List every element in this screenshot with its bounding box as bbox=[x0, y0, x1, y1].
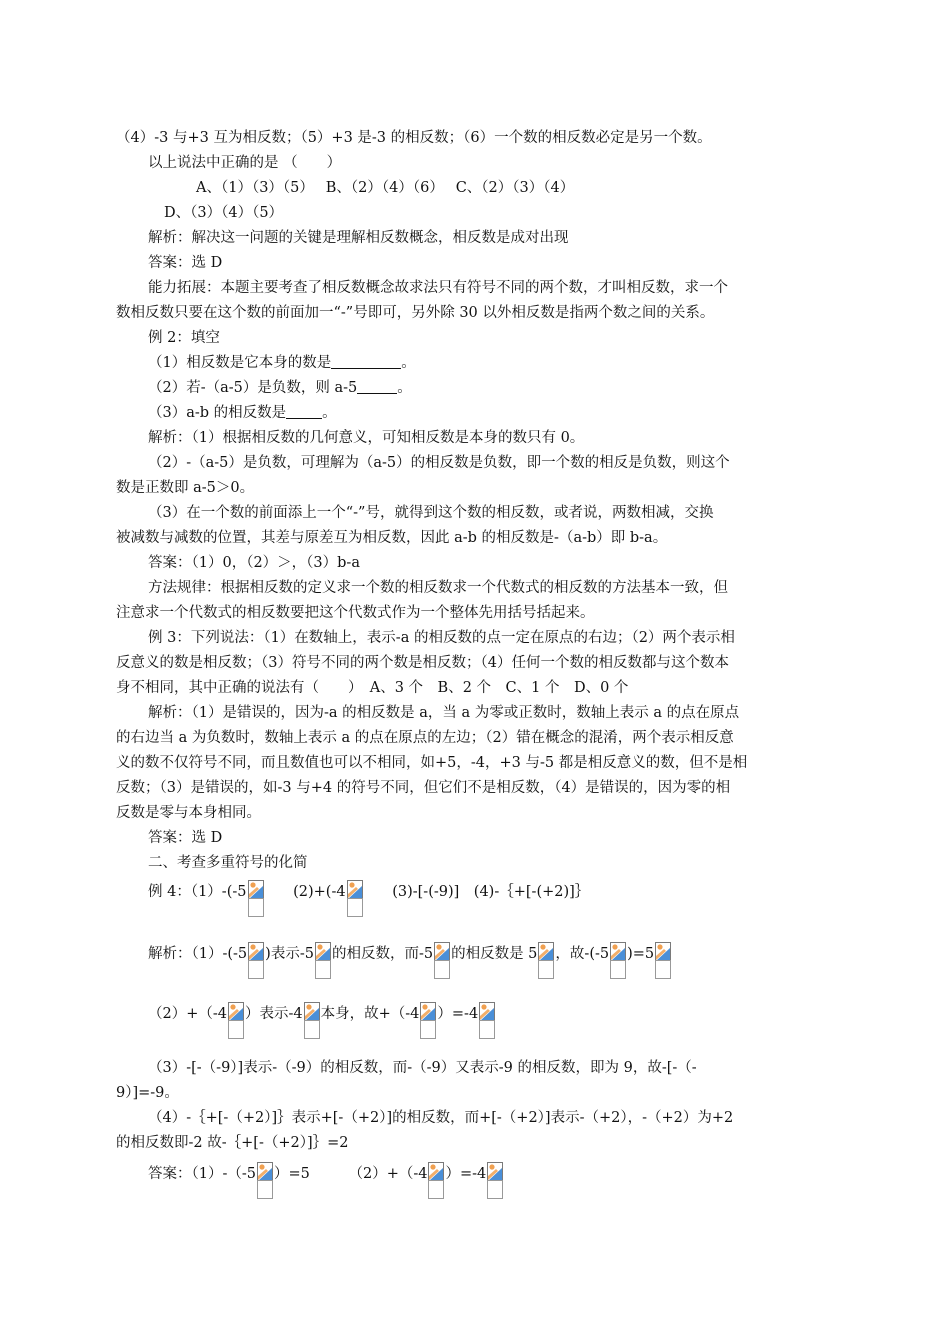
text-line bbox=[148, 403, 337, 423]
text-segment: 。 bbox=[397, 380, 412, 396]
text-line: 被减数与减数的位置，其差与原差互为相反数，因此 a-b 的相反数是-（a-b）即 b-a。 bbox=[116, 530, 668, 546]
text-line bbox=[148, 1162, 504, 1184]
text-segment: (3)-[-(-9)] (4)-｛+[-(+2)]｝ bbox=[392, 884, 590, 900]
broken-image-icon bbox=[257, 1162, 273, 1182]
text-line: 的右边当 a 为负数时，数轴上表示 a 的点在原点的左边；（2）错在概念的混淆，两个表示相反意 bbox=[116, 730, 734, 746]
text-segment: （2）+（-4 bbox=[348, 1166, 428, 1182]
broken-image-icon bbox=[479, 1002, 495, 1022]
text-line: 答案：（1）0，（2）＞，（3）b-a bbox=[148, 555, 360, 571]
text-line: 能力拓展：本题主要考查了相反数概念故求法只有符号不同的两个数，才叫相反数，求一个 bbox=[148, 280, 728, 296]
text-line: 义的数不仅符号不同，而且数值也可以不相同，如+5，-4，+3 与-5 都是相反意义的数，但不是相 bbox=[116, 755, 748, 771]
text-segment: 本身，故+（-4 bbox=[320, 1006, 420, 1022]
text-line bbox=[148, 353, 416, 373]
broken-image-icon bbox=[434, 942, 450, 962]
text-line: 反数；（3）是错误的，如-3 与+4 的符号不同，但它们不是相反数，（4）是错误的，因为零的相 bbox=[116, 780, 731, 796]
text-line: 答案：选 D bbox=[148, 255, 223, 271]
text-segment: （3）a-b 的相反数是 bbox=[148, 405, 287, 421]
broken-image-icon bbox=[487, 1162, 503, 1182]
broken-image-icon bbox=[248, 942, 264, 962]
text-line: A、（1）（3）（5） B、（2）（4）（6） C、（2）（3）（4） bbox=[196, 180, 575, 196]
text-line: （3）-[-（-9）]表示-（-9）的相反数，而-（-9）又表示-9 的相反数，即为 9，故-[-（- bbox=[148, 1060, 697, 1076]
broken-image-icon bbox=[248, 880, 264, 900]
text-segment: 解析：（1）-(-5 bbox=[148, 946, 248, 962]
text-line: （4）-｛+[-（+2）]｝表示+[-（+2）]的相反数，而+[-（+2）]表示-（+2），-（+2）为+2 bbox=[148, 1110, 734, 1126]
broken-image-icon bbox=[347, 880, 363, 900]
text-segment: ）=-4 bbox=[437, 1006, 479, 1022]
text-line bbox=[148, 880, 589, 902]
text-segment: 。 bbox=[322, 405, 337, 421]
text-line bbox=[148, 1002, 496, 1024]
broken-image-icon bbox=[610, 942, 626, 962]
text-segment: （2）+（-4 bbox=[148, 1006, 227, 1022]
broken-image-icon bbox=[304, 1002, 320, 1022]
text-line bbox=[148, 942, 672, 964]
text-segment: 的相反数是 5 bbox=[451, 946, 538, 962]
text-segment: )表示-5 bbox=[265, 946, 314, 962]
text-line: 注意求一个代数式的相反数要把这个代数式作为一个整体先用括号括起来。 bbox=[116, 605, 595, 621]
text-line: D、（3）（4）（5） bbox=[164, 205, 284, 221]
text-segment: 。 bbox=[401, 355, 416, 371]
text-line: 数是正数即 a-5＞0。 bbox=[116, 480, 255, 496]
text-line: 数相反数只要在这个数的前面加一“-”号即可，另外除 30 以外相反数是指两个数之间的关系。 bbox=[116, 305, 715, 321]
broken-image-icon bbox=[420, 1002, 436, 1022]
text-segment: ）=-4 bbox=[445, 1166, 487, 1182]
text-line: （2）-（a-5）是负数，可理解为（a-5）的相反数是负数，即一个数的相反是负数，则这个 bbox=[148, 455, 730, 471]
text-line: （4）-3 与+3 互为相反数；（5）+3 是-3 的相反数；（6）一个数的相反数必定是另一个数。 bbox=[116, 130, 712, 146]
text-line: 解析：（1）是错误的，因为-a 的相反数是 a，当 a 为零或正数时，数轴上表示 a 的点在原点 bbox=[148, 705, 740, 721]
text-segment: （1）相反数是它本身的数是 bbox=[148, 355, 332, 371]
text-line: 例 2：填空 bbox=[148, 330, 220, 346]
text-line: 方法规律：根据相反数的定义求一个数的相反数求一个代数式的相反数的方法基本一致，但 bbox=[148, 580, 728, 596]
text-line: 反数是零与本身相同。 bbox=[116, 805, 261, 821]
fill-blank bbox=[331, 353, 401, 369]
text-line: 以上说法中正确的是 （ ） bbox=[148, 155, 342, 171]
text-segment: )=5 bbox=[627, 946, 655, 962]
broken-image-icon bbox=[655, 942, 671, 962]
text-line: 反意义的数是相反数；（3）符号不同的两个数是相反数；（4）任何一个数的相反数都与这个数本 bbox=[116, 655, 729, 671]
text-segment: 例 4：（1）-(-5 bbox=[148, 884, 247, 900]
text-line: 的相反数即-2 故-｛+[-（+2）]｝=2 bbox=[116, 1135, 349, 1151]
text-segment: ，故-(-5 bbox=[555, 946, 610, 962]
text-line: 二、考查多重符号的化简 bbox=[148, 855, 308, 871]
text-segment: ）表示-4 bbox=[245, 1006, 303, 1022]
broken-image-icon bbox=[315, 942, 331, 962]
text-line bbox=[148, 378, 412, 398]
broken-image-icon bbox=[538, 942, 554, 962]
fill-blank bbox=[286, 403, 322, 419]
text-line: 例 3：下列说法：（1）在数轴上，表示-a 的相反数的点一定在原点的右边；（2）两个表示相 bbox=[148, 630, 735, 646]
text-line: 解析：（1）根据相反数的几何意义，可知相反数是本身的数只有 0。 bbox=[148, 430, 585, 446]
text-line: 身不相同，其中正确的说法有（ ） A、3 个 B、2 个 C、1 个 D、0 个 bbox=[116, 680, 629, 696]
text-line: 9）]=-9。 bbox=[116, 1085, 179, 1101]
broken-image-icon bbox=[228, 1002, 244, 1022]
fill-blank bbox=[357, 378, 397, 394]
text-line: 答案：选 D bbox=[148, 830, 223, 846]
text-segment: 答案：（1）-（-5 bbox=[148, 1166, 256, 1182]
text-line: 解析：解决这一问题的关键是理解相反数概念，相反数是成对出现 bbox=[148, 230, 569, 246]
text-segment: (2)+(-4 bbox=[293, 884, 346, 900]
text-segment: （2）若-（a-5）是负数，则 a-5 bbox=[148, 380, 358, 396]
broken-image-icon bbox=[428, 1162, 444, 1182]
text-line: （3）在一个数的前面添上一个“-”号，就得到这个数的相反数，或者说，两数相减，交换 bbox=[148, 505, 714, 521]
text-segment: 的相反数，而-5 bbox=[331, 946, 434, 962]
text-segment: ）=5 bbox=[274, 1166, 310, 1182]
